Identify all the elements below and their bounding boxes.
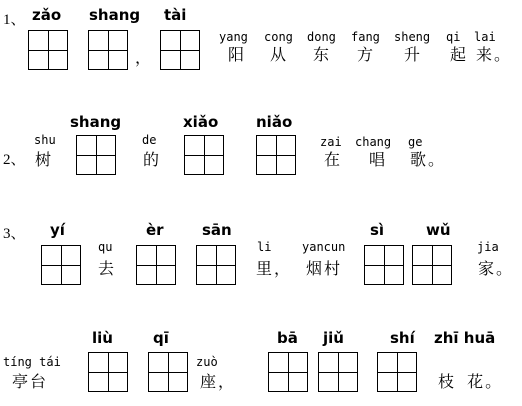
hanzi: 升 [404, 45, 423, 64]
pinyin-er: èr [146, 221, 164, 239]
hanzi: 来。 [476, 45, 513, 64]
pinyin-small: zai [320, 135, 342, 149]
pinyin-small: cong [264, 30, 293, 44]
pinyin-shang: shang [70, 113, 122, 131]
pinyin-small: chang [355, 135, 392, 149]
pinyin-niao: niǎo [256, 113, 293, 131]
hanzi-zhi-hua: 枝 花。 [438, 372, 504, 391]
pinyin-small: ge [408, 135, 423, 149]
answer-box[interactable] [412, 245, 452, 285]
hanzi: 起 [450, 45, 469, 64]
answer-box[interactable] [41, 245, 81, 285]
pinyin-tai: tài [164, 6, 187, 24]
question-number-3: 3、 [3, 226, 26, 242]
pinyin-jiu: jiǔ [323, 329, 344, 347]
pinyin-liu: liù [92, 329, 113, 347]
pinyin-small-shu: shu [34, 133, 56, 147]
answer-box[interactable] [196, 245, 236, 285]
answer-box[interactable] [148, 352, 188, 392]
pinyin-small-qu: qu [98, 240, 113, 254]
answer-box[interactable] [364, 245, 404, 285]
question-number-2: 2、 [3, 152, 26, 168]
answer-box[interactable] [136, 245, 176, 285]
pinyin-ba: bā [277, 329, 298, 347]
answer-box[interactable] [76, 135, 116, 175]
hanzi-de: 的 [143, 150, 162, 169]
pinyin-small: sheng [394, 30, 431, 44]
pinyin-small-tingtai: tíng tái [3, 355, 61, 369]
hanzi: 唱 [369, 150, 388, 169]
pinyin-small-zuo: zuò [196, 355, 218, 369]
answer-box[interactable] [377, 352, 417, 392]
answer-box[interactable] [184, 135, 224, 175]
hanzi-yancun: 烟村 [306, 259, 343, 278]
hanzi-zuo: 座， [200, 372, 237, 391]
pinyin-small: qi [446, 30, 461, 44]
hanzi-tingtai: 亭台 [12, 372, 49, 391]
pinyin-xiao: xiǎo [183, 113, 219, 131]
pinyin-small-de: de [142, 133, 157, 147]
pinyin-small: dong [307, 30, 336, 44]
pinyin-wu: wǔ [426, 221, 451, 239]
pinyin-zhi-hua: zhī huā [434, 329, 496, 347]
answer-box[interactable] [88, 352, 128, 392]
pinyin-small-li: li [257, 240, 272, 254]
pinyin-shi: shí [390, 329, 415, 347]
pinyin-small-yancun: yancun [302, 240, 346, 254]
hanzi-shu: 树 [35, 150, 54, 169]
answer-box[interactable] [88, 30, 128, 70]
pinyin-small: yang [219, 30, 248, 44]
answer-box[interactable] [268, 352, 308, 392]
pinyin-qi: qī [153, 329, 169, 347]
answer-box[interactable] [160, 30, 200, 70]
hanzi-li: 里， [256, 259, 293, 278]
answer-box[interactable] [28, 30, 68, 70]
pinyin-yi: yí [50, 221, 65, 239]
pinyin-small-jia: jia [477, 240, 499, 254]
pinyin-san: sān [202, 221, 232, 239]
pinyin-shang: shang [89, 6, 141, 24]
hanzi: 歌。 [410, 150, 447, 169]
pinyin-small: fang [351, 30, 380, 44]
pinyin-small: lai [474, 30, 496, 44]
hanzi: 从 [270, 45, 289, 64]
hanzi: 阳 [228, 45, 247, 64]
hanzi: 方 [357, 45, 376, 64]
hanzi: 在 [324, 150, 343, 169]
pinyin-zao: zǎo [32, 6, 62, 24]
question-number-1: 1、 [3, 12, 26, 28]
answer-box[interactable] [318, 352, 358, 392]
hanzi: 东 [313, 45, 332, 64]
answer-box[interactable] [256, 135, 296, 175]
pinyin-si: sì [370, 221, 385, 239]
hanzi-jia: 家。 [478, 259, 515, 278]
comma: ， [135, 48, 154, 67]
hanzi-qu: 去 [98, 259, 117, 278]
